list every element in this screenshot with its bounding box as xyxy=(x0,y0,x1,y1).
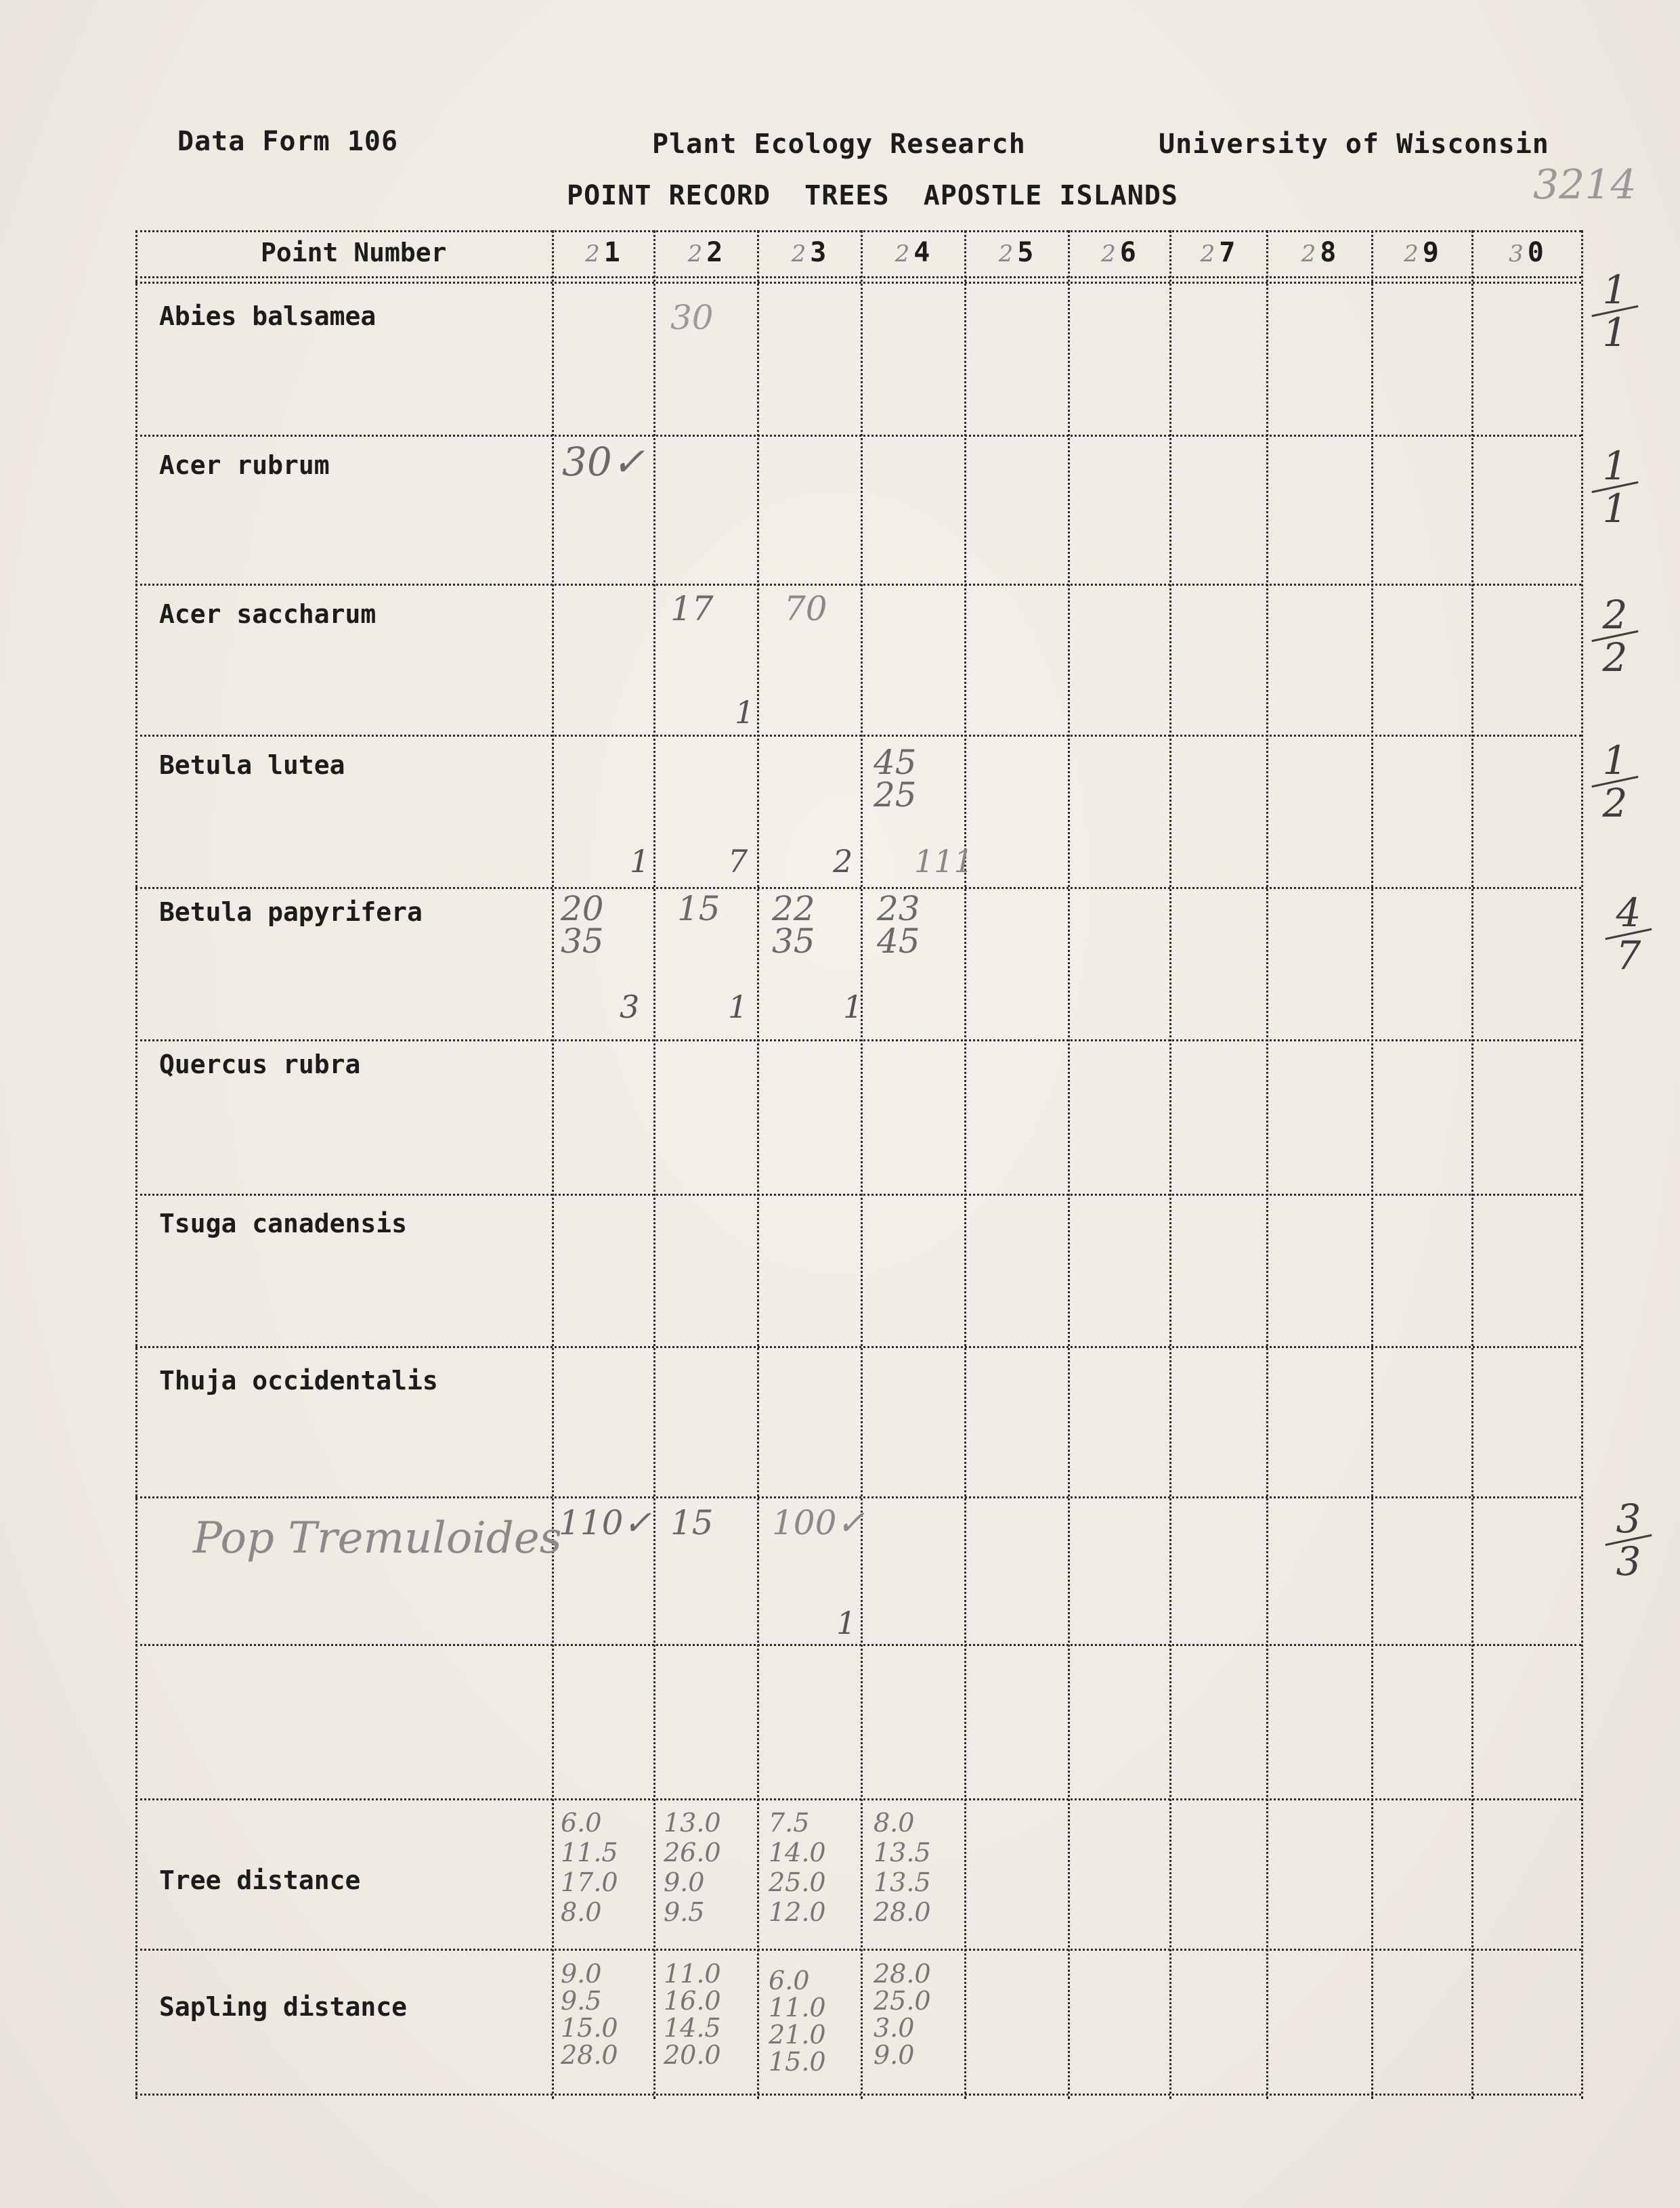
species-label: Thuja occidentalis xyxy=(159,1366,438,1395)
entry-pop-21: 110✓ xyxy=(559,1503,652,1542)
university: University of Wisconsin xyxy=(1159,129,1549,160)
tally-pop-23: 1 xyxy=(836,1605,857,1641)
column-header-25: 2 5 xyxy=(998,237,1034,268)
tally-lutea-24: 111 xyxy=(914,843,974,880)
tree-distance-23: 7.5 14.0 25.0 12.0 xyxy=(769,1808,826,1927)
border-right xyxy=(1581,230,1583,2099)
department: Plant Ecology Research xyxy=(652,129,1026,160)
sapling-distance-24: 28.0 25.0 3.0 9.0 xyxy=(874,1959,931,2070)
col-divider xyxy=(861,230,863,2099)
row-divider xyxy=(135,435,1581,437)
form-number: Data Form 106 xyxy=(177,126,399,157)
col-divider xyxy=(653,230,655,2099)
row-divider xyxy=(135,887,1581,889)
row-divider xyxy=(135,1949,1581,1951)
row-divider xyxy=(135,1194,1581,1196)
tree-distance-24: 8.0 13.5 13.5 28.0 xyxy=(874,1808,931,1927)
column-header-28: 2 8 xyxy=(1301,237,1337,268)
sapling-distance-23: 6.0 11.0 21.0 15.0 xyxy=(769,1966,826,2077)
col-divider xyxy=(1471,230,1473,2099)
col-divider xyxy=(1068,230,1070,2099)
entry-papy-22: 15 xyxy=(677,889,720,928)
header-divider xyxy=(135,282,1581,284)
tally-papy-23: 1 xyxy=(843,989,863,1025)
column-header-22: 2 2 xyxy=(687,237,723,268)
col-divider xyxy=(757,230,759,2099)
tally-papy-22: 1 xyxy=(728,989,748,1025)
tally-lutea-21: 1 xyxy=(630,843,650,880)
column-header-21: 2 1 xyxy=(585,237,620,268)
column-header-23: 2 3 xyxy=(791,237,827,268)
sapling-distance-21: 9.0 9.5 15.0 28.0 xyxy=(561,1959,618,2070)
point-number-header: Point Number xyxy=(261,238,447,267)
margin-fraction: 1 1 xyxy=(1585,447,1645,527)
sapling-distance-label: Sapling distance xyxy=(159,1992,408,2022)
col-divider xyxy=(1266,230,1268,2099)
species-label-handwritten: Pop Tremuloides xyxy=(193,1513,562,1563)
entry-lutea-24: 45 25 xyxy=(874,743,917,815)
col-divider xyxy=(552,230,554,2099)
border-top xyxy=(135,230,1581,232)
species-label: Quercus rubra xyxy=(159,1049,361,1079)
col-divider xyxy=(964,230,966,2099)
row-divider xyxy=(135,1346,1581,1348)
species-label: Abies balsamea xyxy=(159,301,376,331)
entry-pop-23: 100✓ xyxy=(772,1503,865,1542)
sheet-number: 3214 xyxy=(1533,161,1637,209)
header-divider xyxy=(135,276,1581,278)
column-header-24: 2 4 xyxy=(895,237,930,268)
species-label: Tsuga canadensis xyxy=(159,1209,408,1238)
entry-papy-23: 22 35 xyxy=(772,889,815,961)
tally-papy-21: 3 xyxy=(620,989,640,1025)
tally-lutea-23: 2 xyxy=(833,843,853,880)
margin-fraction: 2 2 xyxy=(1585,596,1645,676)
border-left xyxy=(135,230,137,2099)
entry-abies-22: 30 xyxy=(670,298,714,337)
entry-pop-22: 15 xyxy=(670,1503,714,1542)
sapling-distance-22: 11.0 16.0 14.5 20.0 xyxy=(664,1959,721,2070)
entry-papy-24: 23 45 xyxy=(877,889,920,961)
entry-sacch-23: 70 xyxy=(784,589,827,628)
species-label: Acer rubrum xyxy=(159,450,330,480)
tree-distance-22: 13.0 26.0 9.0 9.5 xyxy=(664,1808,721,1927)
entry-rubrum-21: 30✓ xyxy=(562,439,645,485)
tree-distance-label: Tree distance xyxy=(159,1865,361,1895)
border-bottom xyxy=(135,2094,1581,2096)
row-divider xyxy=(135,584,1581,586)
entry-papy-21: 20 35 xyxy=(561,889,604,961)
row-divider xyxy=(135,1644,1581,1646)
form-title: POINT RECORD TREES APOSTLE ISLANDS xyxy=(567,180,1178,211)
entry-sacch-22: 17 xyxy=(670,589,714,628)
col-divider xyxy=(1371,230,1373,2099)
row-divider xyxy=(135,1798,1581,1800)
row-divider xyxy=(135,735,1581,737)
tally-lutea-22: 7 xyxy=(728,843,748,880)
tree-distance-21: 6.0 11.5 17.0 8.0 xyxy=(561,1808,618,1927)
margin-fraction: 4 7 xyxy=(1598,894,1659,974)
species-label: Acer saccharum xyxy=(159,599,376,629)
column-header-27: 2 7 xyxy=(1200,237,1236,268)
row-divider xyxy=(135,1039,1581,1041)
row-divider xyxy=(135,1496,1581,1498)
col-divider xyxy=(1169,230,1171,2099)
column-header-26: 2 6 xyxy=(1101,237,1136,268)
margin-fraction: 1 2 xyxy=(1585,741,1645,822)
margin-fraction: 1 1 xyxy=(1585,271,1645,351)
column-header-30: 3 0 xyxy=(1509,237,1544,268)
margin-fraction: 3 3 xyxy=(1598,1500,1659,1580)
tally-sacch-22: 1 xyxy=(735,694,755,731)
species-label: Betula lutea xyxy=(159,750,345,780)
species-label: Betula papyrifera xyxy=(159,897,423,927)
column-header-29: 2 9 xyxy=(1404,237,1439,268)
